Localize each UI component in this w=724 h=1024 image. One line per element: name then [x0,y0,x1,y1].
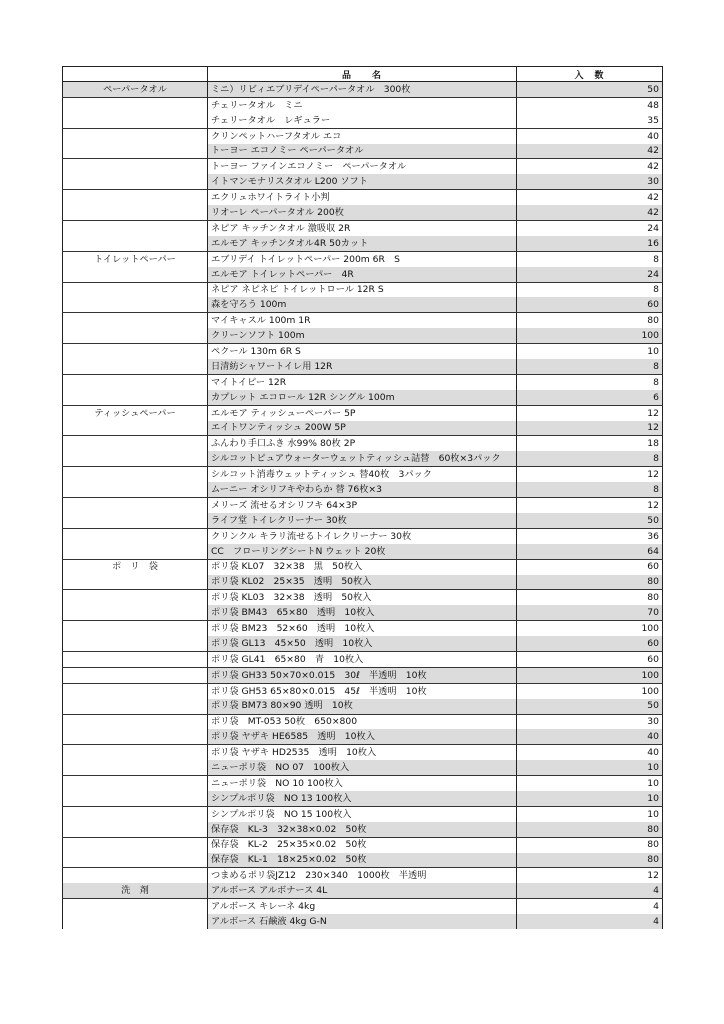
category-cell [63,853,208,868]
quantity-cell: 12 [517,467,663,482]
table-row [63,590,663,605]
product-name-cell: メリーズ 流せるオシリフキ 64×3P [208,498,517,513]
product-name-cell: ライフ堂 トイレクリーナー 30枚 [208,513,517,528]
quantity-cell: 10 [517,776,663,791]
header-category [63,67,208,82]
quantity-cell: 16 [517,236,663,251]
quantity-cell: 100 [517,621,663,636]
product-name-cell: ニューポリ袋 NO 10 100枚入 [208,776,517,791]
quantity-cell: 10 [517,344,663,359]
quantity-cell: 35 [517,113,663,128]
table-row [63,374,663,389]
table-row [63,144,663,159]
quantity-cell: 30 [517,714,663,729]
category-cell [63,97,208,112]
product-name-cell: ポリ袋 BM73 80×90 透明 10枚 [208,699,517,714]
table-row [63,760,663,775]
quantity-cell: 8 [517,359,663,374]
table-row [63,729,663,744]
quantity-cell: 42 [517,159,663,174]
table-row [63,421,663,436]
category-cell: ティッシュペーパー [63,405,208,420]
product-name-cell: シンプルポリ袋 NO 15 100枚入 [208,806,517,821]
category-cell [63,745,208,760]
category-cell [63,575,208,590]
category-cell [63,451,208,466]
product-name-cell: アルボース 石鹸液 4kg G-N [208,914,517,929]
category-cell [63,528,208,543]
table-row [63,745,663,760]
table-row [63,467,663,482]
product-name-cell: ムーニー オシリフキやわらか 替 76枚×3 [208,482,517,497]
table-row [63,544,663,559]
product-name-cell: ポリ袋 GL13 45×50 透明 10枚入 [208,636,517,651]
product-name-cell: ポリ袋 ヤザキ HE6585 透明 10枚入 [208,729,517,744]
category-cell [63,421,208,436]
quantity-cell: 70 [517,605,663,620]
product-name-cell: チェリータオル レギュラー [208,113,517,128]
product-name-cell: ニューポリ袋 NO 07 100枚入 [208,760,517,775]
quantity-cell: 50 [517,513,663,528]
product-name-cell: ポリ袋 MT-053 50枚 650×800 [208,714,517,729]
quantity-cell: 10 [517,806,663,821]
table-row [63,853,663,868]
product-name-cell: マイキャスル 100m 1R [208,313,517,328]
category-cell: ペーパータオル [63,82,208,98]
product-name-cell: 保存袋 KL-1 18×25×0.02 50枚 [208,853,517,868]
table-row [63,236,663,251]
quantity-cell: 4 [517,883,663,898]
category-cell [63,776,208,791]
quantity-cell: 80 [517,853,663,868]
category-cell [63,174,208,189]
quantity-cell: 80 [517,575,663,590]
category-cell [63,651,208,667]
quantity-cell: 100 [517,667,663,683]
quantity-cell: 42 [517,190,663,205]
quantity-cell: 12 [517,868,663,883]
table-row [63,667,663,683]
category-cell [63,822,208,837]
table-header-row [63,67,663,82]
quantity-cell: 48 [517,97,663,112]
product-name-cell: カプレット エコロール 12R シングル 100m [208,390,517,405]
product-name-cell: シンプルポリ袋 NO 13 100枚入 [208,791,517,806]
category-cell [63,190,208,205]
product-name-cell: エイトワンティッシュ 200W 5P [208,421,517,436]
category-cell [63,390,208,405]
quantity-cell: 42 [517,205,663,220]
quantity-cell: 40 [517,745,663,760]
quantity-cell: 12 [517,498,663,513]
quantity-cell: 8 [517,251,663,266]
quantity-cell: 8 [517,451,663,466]
table-body [63,82,663,929]
quantity-cell: 64 [517,544,663,559]
product-name-cell: ポリ袋 KL07 32×38 黒 50枚入 [208,559,517,574]
header-quantity: 入 数 [517,67,663,82]
table-row [63,683,663,698]
category-cell [63,328,208,343]
category-cell [63,513,208,528]
product-name-cell: シルコットピュアウォーターウェットティッシュ詰替 60枚×3パック [208,451,517,466]
table-row [63,205,663,220]
category-cell [63,221,208,236]
table-row [63,328,663,343]
product-name-cell: ペクール 130m 6R S [208,344,517,359]
table-row [63,714,663,729]
product-name-cell: CC フローリングシートN ウェット 20枚 [208,544,517,559]
product-name-cell: チェリータオル ミニ [208,97,517,112]
product-name-cell: 保存袋 KL-2 25×35×0.02 50枚 [208,837,517,852]
quantity-cell: 50 [517,82,663,98]
product-name-cell: アルボース アルボナース 4L [208,883,517,898]
quantity-cell: 12 [517,421,663,436]
table-row [63,528,663,543]
quantity-cell: 6 [517,390,663,405]
product-name-cell: ポリ袋 GH33 50×70×0.015 30ℓ 半透明 10枚 [208,667,517,683]
product-name-cell: リオーレ ペーパータオル 200枚 [208,205,517,220]
product-name-cell: エクリュホワイトライト小判 [208,190,517,205]
table-row [63,174,663,189]
quantity-cell: 40 [517,128,663,143]
category-cell [63,683,208,698]
category-cell: トイレットペーパー [63,251,208,266]
category-cell [63,498,208,513]
table-row [63,359,663,374]
quantity-cell: 80 [517,590,663,605]
category-cell [63,313,208,328]
quantity-cell: 8 [517,374,663,389]
category-cell [63,205,208,220]
table-row [63,344,663,359]
table-row [63,621,663,636]
quantity-cell: 4 [517,914,663,929]
quantity-cell: 36 [517,528,663,543]
table-row [63,498,663,513]
table-row [63,451,663,466]
product-name-cell: ポリ袋 KL02 25×35 透明 50枚入 [208,575,517,590]
category-cell [63,760,208,775]
product-name-cell: クリンクル キラリ流せるトイレクリーナー 30枚 [208,528,517,543]
category-cell [63,544,208,559]
quantity-cell: 60 [517,297,663,312]
table-row [63,822,663,837]
product-name-cell: ポリ袋 GL41 65×80 青 10枚入 [208,651,517,667]
category-cell [63,282,208,297]
product-name-cell: つまめるポリ袋JZ12 230×340 1000枚 半透明 [208,868,517,883]
product-name-cell: シルコット消毒ウェットティッシュ 替40枚 3パック [208,467,517,482]
table-row [63,899,663,914]
header-product-name: 品 名 [208,67,517,82]
category-cell [63,699,208,714]
product-name-cell: ふんわり手口ふき 水99% 80枚 2P [208,436,517,451]
table-row [63,190,663,205]
quantity-cell: 42 [517,144,663,159]
table-row [63,82,663,98]
product-name-cell: ポリ袋 KL03 32×38 透明 50枚入 [208,590,517,605]
table-row [63,914,663,929]
category-cell [63,868,208,883]
category-cell [63,667,208,683]
quantity-cell: 12 [517,405,663,420]
category-cell [63,482,208,497]
product-name-cell: 日清紡シャワートイレ用 12R [208,359,517,374]
product-name-cell: トーヨー エコノミー ペーパータオル [208,144,517,159]
product-name-cell: トーヨー ファインエコノミー ペーパータオル [208,159,517,174]
table-row [63,390,663,405]
quantity-cell: 40 [517,729,663,744]
product-list-sheet [62,66,662,929]
category-cell [63,729,208,744]
category-cell [63,467,208,482]
category-cell [63,590,208,605]
category-cell [63,297,208,312]
table-row [63,791,663,806]
category-cell [63,837,208,852]
quantity-cell: 50 [517,699,663,714]
quantity-cell: 8 [517,482,663,497]
product-name-cell: 森を守ろう 100m [208,297,517,312]
table-row [63,883,663,898]
table-row [63,221,663,236]
category-cell: 洗 剤 [63,883,208,898]
product-name-cell: エルモア キッチンタオル4R 50カット [208,236,517,251]
quantity-cell: 60 [517,636,663,651]
category-cell [63,605,208,620]
product-name-cell: クリンペットハーフタオル エコ [208,128,517,143]
table-row [63,575,663,590]
quantity-cell: 80 [517,822,663,837]
table-row [63,436,663,451]
category-cell [63,899,208,914]
product-name-cell: ポリ袋 ヤザキ HD2535 透明 10枚入 [208,745,517,760]
quantity-cell: 24 [517,267,663,282]
table-row [63,651,663,667]
table-row [63,513,663,528]
category-cell [63,236,208,251]
quantity-cell: 60 [517,559,663,574]
product-name-cell: ネピア ネピネピ トイレットロール 12R S [208,282,517,297]
quantity-cell: 100 [517,683,663,698]
table-row [63,267,663,282]
table-row [63,405,663,420]
category-cell [63,436,208,451]
table-row [63,128,663,143]
product-name-cell: アルボース キレーネ 4kg [208,899,517,914]
table-row [63,837,663,852]
table-row [63,806,663,821]
category-cell [63,714,208,729]
product-name-cell: イトマンモナリスタオル L200 ソフト [208,174,517,189]
category-cell [63,113,208,128]
product-name-cell: ネピア キッチンタオル 激吸収 2R [208,221,517,236]
product-name-cell: ミニ）リビィエブリデイペーパータオル 300枚 [208,82,517,98]
table-row [63,282,663,297]
category-cell [63,621,208,636]
product-name-cell: ポリ袋 BM43 65×80 透明 10枚入 [208,605,517,620]
table-row [63,699,663,714]
category-cell [63,144,208,159]
product-name-cell: ポリ袋 GH53 65×80×0.015 45ℓ 半透明 10枚 [208,683,517,698]
quantity-cell: 4 [517,899,663,914]
category-cell [63,374,208,389]
quantity-cell: 30 [517,174,663,189]
category-cell: ポ リ 袋 [63,559,208,574]
table-row [63,636,663,651]
quantity-cell: 18 [517,436,663,451]
product-name-cell: ポリ袋 BM23 52×60 透明 10枚入 [208,621,517,636]
table-row [63,559,663,574]
table-row [63,605,663,620]
category-cell [63,128,208,143]
table-row [63,868,663,883]
quantity-cell: 8 [517,282,663,297]
quantity-cell: 100 [517,328,663,343]
product-name-cell: クリーンソフト 100m [208,328,517,343]
product-table [62,66,663,929]
quantity-cell: 80 [517,837,663,852]
category-cell [63,344,208,359]
quantity-cell: 24 [517,221,663,236]
category-cell [63,806,208,821]
table-row [63,251,663,266]
table-row [63,297,663,312]
category-cell [63,914,208,929]
table-row [63,313,663,328]
quantity-cell: 10 [517,760,663,775]
category-cell [63,359,208,374]
table-row [63,482,663,497]
quantity-cell: 80 [517,313,663,328]
product-name-cell: エルモア ティッシューペーパー 5P [208,405,517,420]
table-row [63,776,663,791]
product-name-cell: マイトイピー 12R [208,374,517,389]
category-cell [63,267,208,282]
category-cell [63,791,208,806]
product-name-cell: エブリデイ トイレットペーパー 200m 6R S [208,251,517,266]
table-row [63,159,663,174]
category-cell [63,159,208,174]
quantity-cell: 60 [517,651,663,667]
table-row [63,113,663,128]
category-cell [63,636,208,651]
table-row [63,97,663,112]
quantity-cell: 10 [517,791,663,806]
product-name-cell: エルモア トイレットペーパー 4R [208,267,517,282]
product-name-cell: 保存袋 KL-3 32×38×0.02 50枚 [208,822,517,837]
